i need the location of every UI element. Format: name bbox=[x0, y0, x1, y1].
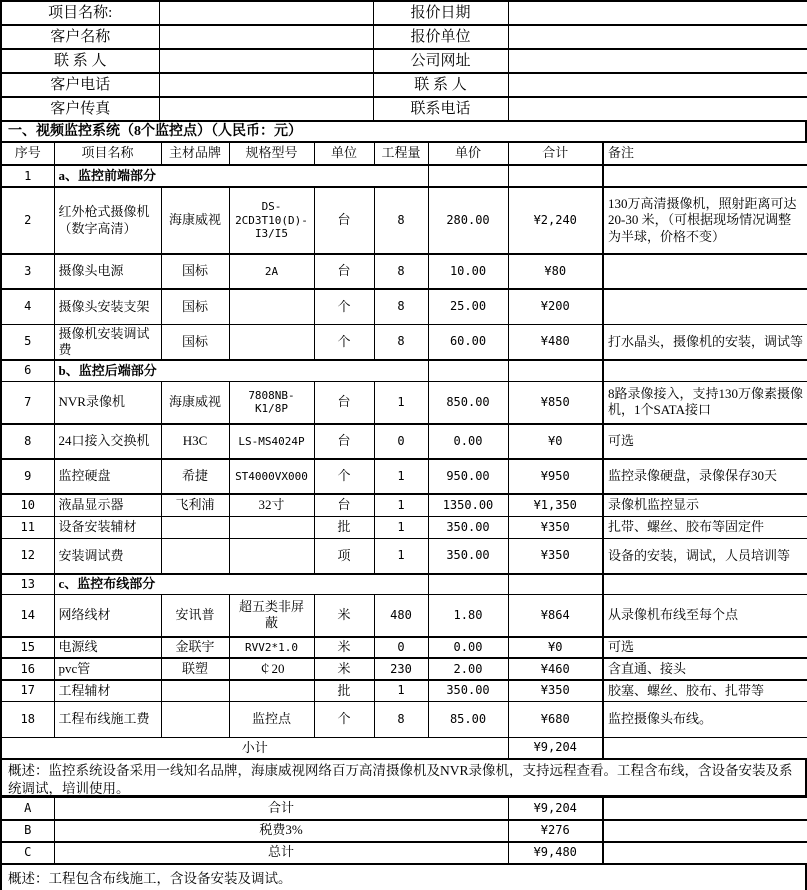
cell-remark: 监控录像硬盘，录像保存30天 bbox=[603, 459, 807, 494]
cell-unit: 个 bbox=[314, 324, 374, 360]
cell-remark: 胶塞、螺丝、胶布、扎带等 bbox=[603, 680, 807, 701]
summary-code: C bbox=[1, 842, 54, 864]
table-row bbox=[1, 701, 807, 737]
cell-unit-price: 85.00 bbox=[428, 701, 508, 737]
summary-row-tax-b bbox=[1, 820, 807, 842]
cell-qty: 8 bbox=[374, 701, 428, 737]
summary-empty-cell bbox=[603, 842, 807, 864]
vendor-phone-value bbox=[508, 97, 807, 121]
table-row bbox=[1, 594, 807, 637]
cell-spec: LS-MS4024P bbox=[229, 424, 314, 459]
cell-unit: 个 bbox=[314, 459, 374, 494]
cell-qty: 480 bbox=[374, 594, 428, 637]
cell-spec: 7808NB-K1/8P bbox=[229, 381, 314, 424]
summary-label: 合计 bbox=[54, 798, 508, 820]
cell-total: ¥1,350 bbox=[508, 494, 603, 516]
subtotal-row bbox=[1, 737, 807, 759]
cell-item-name: pvc管 bbox=[54, 658, 161, 680]
header-brand: 主材品牌 bbox=[161, 142, 229, 165]
cell-brand bbox=[161, 516, 229, 538]
cell-unit-price bbox=[428, 574, 508, 594]
cell-spec: ￠20 bbox=[229, 658, 314, 680]
quote-date-value bbox=[508, 1, 807, 25]
cell-spec bbox=[229, 680, 314, 701]
cell-unit-price: 60.00 bbox=[428, 324, 508, 360]
cell-brand bbox=[161, 538, 229, 574]
cell-serial: 10 bbox=[1, 494, 54, 516]
cell-serial: 13 bbox=[1, 574, 54, 594]
cell-total bbox=[508, 360, 603, 381]
cell-serial: 14 bbox=[1, 594, 54, 637]
cell-qty: 8 bbox=[374, 324, 428, 360]
cell-serial: 12 bbox=[1, 538, 54, 574]
cell-spec: DS-2CD3T10(D)-I3/I5 bbox=[229, 187, 314, 254]
cell-total: ¥460 bbox=[508, 658, 603, 680]
cell-unit: 台 bbox=[314, 381, 374, 424]
cell-total bbox=[508, 165, 603, 187]
header-total: 合计 bbox=[508, 142, 603, 165]
cell-item-name: NVR录像机 bbox=[54, 381, 161, 424]
cell-item-name: 液晶显示器 bbox=[54, 494, 161, 516]
cell-remark: 可选 bbox=[603, 637, 807, 658]
customer-fax-value bbox=[159, 97, 373, 121]
cell-spec bbox=[229, 324, 314, 360]
info-table bbox=[0, 0, 807, 122]
cell-unit-price: 350.00 bbox=[428, 516, 508, 538]
header-item-name: 项目名称 bbox=[54, 142, 161, 165]
table-row bbox=[1, 381, 807, 424]
cell-qty: 8 bbox=[374, 187, 428, 254]
cell-unit-price: 1.80 bbox=[428, 594, 508, 637]
cell-unit-price: 350.00 bbox=[428, 680, 508, 701]
cell-item-name: 设备安装辅材 bbox=[54, 516, 161, 538]
cell-unit: 米 bbox=[314, 658, 374, 680]
cell-brand: 安讯普 bbox=[161, 594, 229, 637]
cell-spec: RVV2*1.0 bbox=[229, 637, 314, 658]
cell-total: ¥850 bbox=[508, 381, 603, 424]
cell-spec bbox=[229, 516, 314, 538]
summary-label: 税费3% bbox=[54, 820, 508, 842]
cell-qty: 8 bbox=[374, 289, 428, 324]
cell-remark: 监控摄像头布线。 bbox=[603, 701, 807, 737]
project-name-label: 项目名称: bbox=[1, 1, 159, 25]
cell-total: ¥0 bbox=[508, 637, 603, 658]
cell-serial: 7 bbox=[1, 381, 54, 424]
summary-code: B bbox=[1, 820, 54, 842]
cell-serial: 5 bbox=[1, 324, 54, 360]
cell-brand: 海康威视 bbox=[161, 187, 229, 254]
cell-unit-price: 10.00 bbox=[428, 254, 508, 289]
cell-serial: 2 bbox=[1, 187, 54, 254]
customer-name-value bbox=[159, 25, 373, 49]
cell-spec bbox=[229, 538, 314, 574]
header-spec: 规格型号 bbox=[229, 142, 314, 165]
cell-serial: 3 bbox=[1, 254, 54, 289]
table-row bbox=[1, 254, 807, 289]
cell-brand: H3C bbox=[161, 424, 229, 459]
cell-item-name: 摄像头电源 bbox=[54, 254, 161, 289]
cell-remark bbox=[603, 574, 807, 594]
customer-phone-label: 客户电话 bbox=[1, 73, 159, 97]
cell-unit-price: 850.00 bbox=[428, 381, 508, 424]
customer-fax-label: 客户传真 bbox=[1, 97, 159, 121]
cell-unit: 项 bbox=[314, 538, 374, 574]
cell-remark bbox=[603, 360, 807, 381]
cell-item-name: 网络线材 bbox=[54, 594, 161, 637]
cell-unit-price bbox=[428, 360, 508, 381]
cell-serial: 4 bbox=[1, 289, 54, 324]
table-row bbox=[1, 494, 807, 516]
cell-total: ¥2,240 bbox=[508, 187, 603, 254]
cell-unit-price: 950.00 bbox=[428, 459, 508, 494]
table-row bbox=[1, 324, 807, 360]
table-row bbox=[1, 516, 807, 538]
cell-unit: 个 bbox=[314, 289, 374, 324]
section-label: a、监控前端部分 bbox=[54, 165, 428, 187]
summary-empty-cell bbox=[603, 798, 807, 820]
info-row bbox=[1, 97, 807, 121]
cell-serial: 11 bbox=[1, 516, 54, 538]
summary-label: 总计 bbox=[54, 842, 508, 864]
cell-item-name: 监控硬盘 bbox=[54, 459, 161, 494]
cell-brand: 海康威视 bbox=[161, 381, 229, 424]
cell-unit-price: 0.00 bbox=[428, 424, 508, 459]
cell-total: ¥350 bbox=[508, 516, 603, 538]
cell-spec: 监控点 bbox=[229, 701, 314, 737]
section-label: c、监控布线部分 bbox=[54, 574, 428, 594]
cell-total: ¥350 bbox=[508, 680, 603, 701]
cell-serial: 9 bbox=[1, 459, 54, 494]
cell-total: ¥80 bbox=[508, 254, 603, 289]
cell-remark: 可选 bbox=[603, 424, 807, 459]
cell-serial: 8 bbox=[1, 424, 54, 459]
header-remark: 备注 bbox=[603, 142, 807, 165]
cell-brand: 联塑 bbox=[161, 658, 229, 680]
cell-serial: 15 bbox=[1, 637, 54, 658]
table-row bbox=[1, 187, 807, 254]
section-label: b、监控后端部分 bbox=[54, 360, 428, 381]
table-row bbox=[1, 459, 807, 494]
cell-unit-price: 350.00 bbox=[428, 538, 508, 574]
company-website-value bbox=[508, 49, 807, 73]
summary-value: ¥9,480 bbox=[508, 842, 603, 864]
subtotal-remark bbox=[603, 737, 807, 759]
info-row bbox=[1, 25, 807, 49]
table-row bbox=[1, 680, 807, 701]
cell-unit-price: 280.00 bbox=[428, 187, 508, 254]
cell-item-name: 工程辅材 bbox=[54, 680, 161, 701]
subtotal-value: ¥9,204 bbox=[508, 737, 603, 759]
info-row bbox=[1, 73, 807, 97]
summary-table bbox=[0, 797, 807, 865]
vendor-contact-value bbox=[508, 73, 807, 97]
cell-brand bbox=[161, 680, 229, 701]
cell-item-name: 安装调试费 bbox=[54, 538, 161, 574]
cell-item-name: 摄像头安装支架 bbox=[54, 289, 161, 324]
cell-qty: 0 bbox=[374, 424, 428, 459]
cell-spec: 32寸 bbox=[229, 494, 314, 516]
cell-brand: 国标 bbox=[161, 324, 229, 360]
cell-remark: 含直通、接头 bbox=[603, 658, 807, 680]
cell-qty: 0 bbox=[374, 637, 428, 658]
cell-remark bbox=[603, 289, 807, 324]
cell-serial: 17 bbox=[1, 680, 54, 701]
overview-note-2: 概述：工程包含布线施工，含设备安装及调试。 bbox=[0, 865, 807, 890]
cell-qty: 1 bbox=[374, 381, 428, 424]
cell-brand: 飞利浦 bbox=[161, 494, 229, 516]
contact-person-value bbox=[159, 49, 373, 73]
table-header-row bbox=[1, 142, 807, 165]
quote-company-value bbox=[508, 25, 807, 49]
cell-qty: 1 bbox=[374, 516, 428, 538]
table-row bbox=[1, 538, 807, 574]
overview-note-1: 概述：监控系统设备采用一线知名品牌，海康威视网络百万高清摄像机及NVR录像机，支持远程查看。工程含布线，含设备安装及系统调试，培训使用。 bbox=[0, 760, 807, 797]
cell-unit: 台 bbox=[314, 494, 374, 516]
cell-item-name: 摄像机安装调试费 bbox=[54, 324, 161, 360]
cell-total: ¥200 bbox=[508, 289, 603, 324]
cell-unit: 台 bbox=[314, 187, 374, 254]
cell-unit-price: 0.00 bbox=[428, 637, 508, 658]
cell-unit: 批 bbox=[314, 680, 374, 701]
info-row bbox=[1, 1, 807, 25]
cell-unit-price: 1350.00 bbox=[428, 494, 508, 516]
cell-item-name: 电源线 bbox=[54, 637, 161, 658]
customer-name-label: 客户名称 bbox=[1, 25, 159, 49]
cell-spec: 超五类非屏蔽 bbox=[229, 594, 314, 637]
cell-qty: 1 bbox=[374, 459, 428, 494]
cell-total bbox=[508, 574, 603, 594]
project-name-value bbox=[159, 1, 373, 25]
cell-brand bbox=[161, 701, 229, 737]
cell-qty: 1 bbox=[374, 680, 428, 701]
cell-remark: 从录像机布线至每个点 bbox=[603, 594, 807, 637]
header-unit-price: 单价 bbox=[428, 142, 508, 165]
cell-unit: 米 bbox=[314, 637, 374, 658]
header-serial: 序号 bbox=[1, 142, 54, 165]
cell-unit: 台 bbox=[314, 424, 374, 459]
cell-total: ¥0 bbox=[508, 424, 603, 459]
cell-remark bbox=[603, 254, 807, 289]
table-row bbox=[1, 637, 807, 658]
cell-unit: 台 bbox=[314, 254, 374, 289]
quote-company-label: 报价单位 bbox=[373, 25, 508, 49]
cell-brand: 金联宇 bbox=[161, 637, 229, 658]
subtotal-label: 小计 bbox=[1, 737, 508, 759]
items-table bbox=[0, 141, 807, 760]
contact-person-label: 联 系 人 bbox=[1, 49, 159, 73]
summary-value: ¥276 bbox=[508, 820, 603, 842]
cell-qty: 230 bbox=[374, 658, 428, 680]
cell-item-name: 工程布线施工费 bbox=[54, 701, 161, 737]
cell-remark: 扎带、螺丝、胶布等固定件 bbox=[603, 516, 807, 538]
customer-phone-value bbox=[159, 73, 373, 97]
quote-date-label: 报价日期 bbox=[373, 1, 508, 25]
cell-remark: 130万高清摄像机，照射距离可达20-30 米，（可根据现场情况调整为半球，价格不变） bbox=[603, 187, 807, 254]
cell-qty: 8 bbox=[374, 254, 428, 289]
summary-value: ¥9,204 bbox=[508, 798, 603, 820]
cell-remark: 打水晶头，摄像机的安装，调试等 bbox=[603, 324, 807, 360]
section-title: 一、视频监控系统（8个监控点）（人民币：元） bbox=[0, 122, 807, 141]
cell-unit: 批 bbox=[314, 516, 374, 538]
cell-unit: 个 bbox=[314, 701, 374, 737]
cell-brand: 国标 bbox=[161, 254, 229, 289]
section-row-back-end bbox=[1, 360, 807, 381]
cell-serial: 16 bbox=[1, 658, 54, 680]
cell-total: ¥680 bbox=[508, 701, 603, 737]
cell-serial: 18 bbox=[1, 701, 54, 737]
cell-serial: 1 bbox=[1, 165, 54, 187]
section-row-cabling bbox=[1, 574, 807, 594]
section-row-front-end bbox=[1, 165, 807, 187]
cell-unit-price: 25.00 bbox=[428, 289, 508, 324]
vendor-contact-label: 联 系 人 bbox=[373, 73, 508, 97]
cell-remark: 设备的安装，调试，人员培训等 bbox=[603, 538, 807, 574]
cell-brand: 希捷 bbox=[161, 459, 229, 494]
summary-row-grand-total-c bbox=[1, 842, 807, 864]
summary-row-total-a bbox=[1, 798, 807, 820]
summary-code: A bbox=[1, 798, 54, 820]
company-website-label: 公司网址 bbox=[373, 49, 508, 73]
table-row bbox=[1, 289, 807, 324]
cell-item-name: 24口接入交换机 bbox=[54, 424, 161, 459]
cell-remark: 录像机监控显示 bbox=[603, 494, 807, 516]
cell-total: ¥480 bbox=[508, 324, 603, 360]
table-row bbox=[1, 658, 807, 680]
cell-spec: 2A bbox=[229, 254, 314, 289]
cell-remark: 8路录像接入，支持130万像素摄像机，1个SATA接口 bbox=[603, 381, 807, 424]
cell-unit-price bbox=[428, 165, 508, 187]
info-row bbox=[1, 49, 807, 73]
cell-total: ¥350 bbox=[508, 538, 603, 574]
cell-total: ¥864 bbox=[508, 594, 603, 637]
vendor-phone-label: 联系电话 bbox=[373, 97, 508, 121]
cell-qty: 1 bbox=[374, 494, 428, 516]
cell-unit-price: 2.00 bbox=[428, 658, 508, 680]
cell-serial: 6 bbox=[1, 360, 54, 381]
cell-item-name: 红外枪式摄像机（数字高清） bbox=[54, 187, 161, 254]
cell-remark bbox=[603, 165, 807, 187]
cell-total: ¥950 bbox=[508, 459, 603, 494]
header-qty: 工程量 bbox=[374, 142, 428, 165]
header-unit: 单位 bbox=[314, 142, 374, 165]
table-row bbox=[1, 424, 807, 459]
cell-spec: ST4000VX000 bbox=[229, 459, 314, 494]
cell-qty: 1 bbox=[374, 538, 428, 574]
cell-spec bbox=[229, 289, 314, 324]
cell-unit: 米 bbox=[314, 594, 374, 637]
cell-brand: 国标 bbox=[161, 289, 229, 324]
summary-empty-cell bbox=[603, 820, 807, 842]
